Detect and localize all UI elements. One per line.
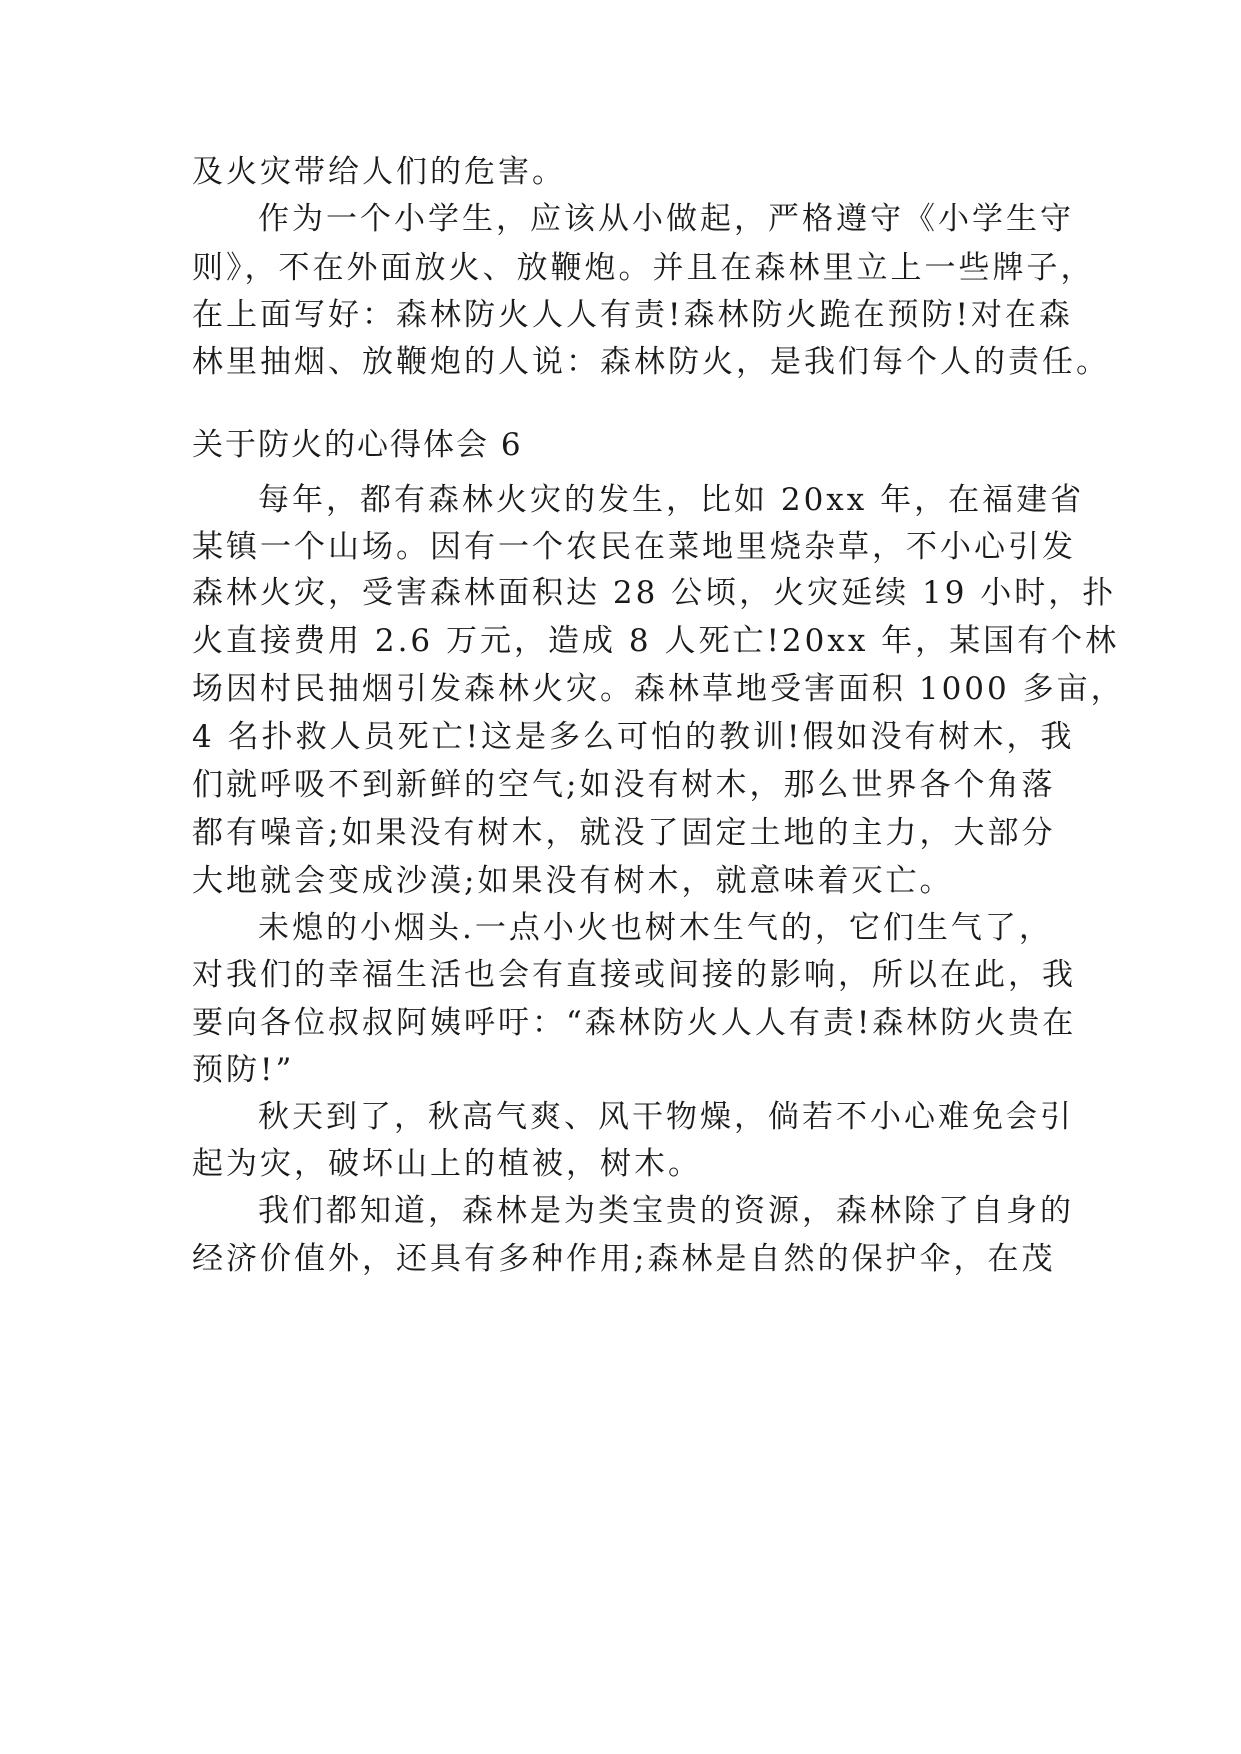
paragraph-line: 某镇一个山场。因有一个农民在菜地里烧杂草，不小心引发 bbox=[192, 529, 1076, 565]
paragraph-line: 秋天到了，秋高气爽、风干物燥，倘若不小心难免会引 bbox=[258, 1099, 1074, 1135]
paragraph-line: 林里抽烟、放鞭炮的人说：森林防火，是我们每个人的责任。 bbox=[192, 344, 1110, 380]
paragraph-line: 作为一个小学生，应该从小做起，严格遵守《小学生守 bbox=[258, 201, 1074, 237]
paragraph-line: 预防!” bbox=[192, 1052, 295, 1088]
paragraph-line: 4 名扑救人员死亡!这是多么可怕的教训!假如没有树木，我 bbox=[192, 719, 1075, 755]
paragraph-line: 大地就会变成沙漠;如果没有树木，就意味着灭亡。 bbox=[192, 863, 954, 899]
paragraph-line: 在上面写好：森林防火人人有责!森林防火跪在预防!对在森 bbox=[192, 297, 1073, 333]
paragraph-line: 们就呼吸不到新鲜的空气;如没有树木，那么世界各个角落 bbox=[192, 767, 1056, 803]
paragraph-line: 场因村民抽烟引发森林火灾。森林草地受害面积 1000 多亩， bbox=[192, 671, 1125, 707]
paragraph-line: 要向各位叔叔阿姨呼吁：“森林防火人人有责!森林防火贵在 bbox=[192, 1005, 1077, 1041]
paragraph-line: 及火灾带给人们的危害。 bbox=[192, 154, 566, 190]
paragraph-line: 对我们的幸福生活也会有直接或间接的影响，所以在此，我 bbox=[192, 957, 1076, 993]
paragraph-line: 起为灾，破坏山上的植被，树木。 bbox=[192, 1146, 702, 1182]
paragraph-line: 我们都知道，森林是为类宝贵的资源，森林除了自身的 bbox=[258, 1193, 1074, 1229]
paragraph-line: 火直接费用 2.6 万元，造成 8 人死亡!20xx 年，某国有个林 bbox=[192, 623, 1120, 659]
paragraph-line: 未熄的小烟头.一点小火也树木生气的，它们生气了， bbox=[258, 910, 1053, 946]
paragraph-line: 经济价值外，还具有多种作用;森林是自然的保护伞，在茂 bbox=[192, 1241, 1056, 1277]
paragraph-line: 森林火灾，受害森林面积达 28 公顷，火灾延续 19 小时，扑 bbox=[192, 575, 1117, 611]
paragraph-line: 则》，不在外面放火、放鞭炮。并且在森林里立上一些牌子， bbox=[192, 250, 1095, 286]
section-heading: 关于防火的心得体会 6 bbox=[192, 427, 523, 463]
paragraph-line: 都有噪音;如果没有树木，就没了固定土地的主力，大部分 bbox=[192, 815, 1056, 851]
paragraph-line: 每年，都有森林火灾的发生，比如 20xx 年，在福建省 bbox=[258, 482, 1085, 518]
